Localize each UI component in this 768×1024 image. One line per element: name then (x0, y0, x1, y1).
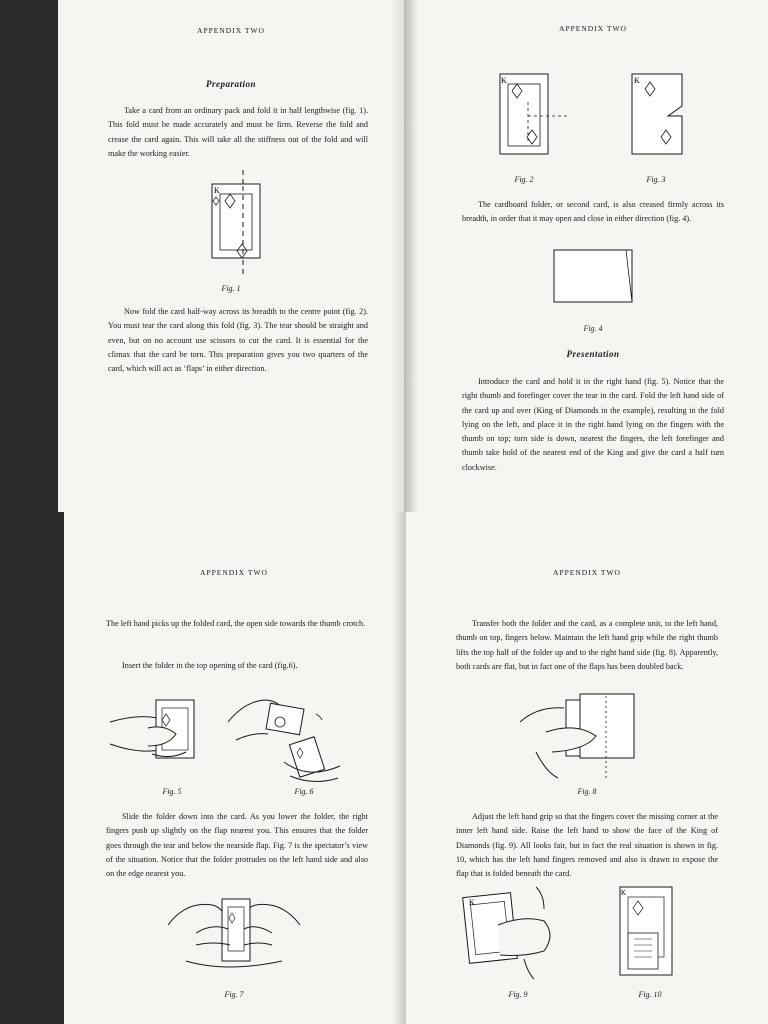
figure-8-caption: Fig. 8 (577, 787, 597, 796)
paragraph: Insert the folder in the top opening of the card (fig.6). (122, 661, 298, 670)
running-header: APPENDIX TWO (553, 568, 621, 577)
page-248 (58, 0, 404, 512)
figure-4-caption: Fig. 4 (583, 324, 603, 333)
figure-10-caption: Fig. 10 (638, 990, 662, 999)
page-249 (418, 0, 768, 512)
figure-5 (108, 694, 212, 774)
paragraph: Now fold the card half-way across its breadth to the centre point (fig. 2). You must tear the card along this fold (fig. 3). The tear should be straight and even, but on no account use scissors to cut the card. It is essential for the climax that the card be torn. This preparation gives you two quarters of the card, which will act as ‘flaps’ in either direction. (108, 307, 368, 374)
svg-text:K: K (501, 76, 507, 85)
figure-7 (166, 895, 302, 975)
figure-10 (618, 885, 678, 981)
figure-3 (630, 72, 690, 162)
figure-3-caption: Fig. 3 (646, 175, 666, 184)
figure-2 (498, 72, 578, 162)
figure-4 (552, 248, 638, 306)
figure-8 (516, 692, 640, 784)
figure-9-caption: Fig. 9 (508, 990, 528, 999)
page-250 (64, 512, 404, 1024)
paragraph: Adjust the left hand grip so that the fingers cover the missing corner at the inner left hand side. Raise the left hand to show the face of the King of Diamonds (fig. 9). All looks fair, but in fact the real situation is shown in fig. 10, which has the left hand fingers removed and also is drawn to expose the flap that is folded beneath the card. (456, 812, 718, 879)
section-heading-presentation: Presentation (566, 349, 620, 359)
figure-9 (464, 885, 564, 981)
svg-text:K: K (621, 889, 627, 897)
figure-7-caption: Fig. 7 (224, 990, 244, 999)
figure-2-caption: Fig. 2 (514, 175, 534, 184)
running-header: APPENDIX TWO (197, 26, 265, 35)
paragraph: The cardboard folder, or second card, is also creased firmly across its breadth, in order that it may open and close in either direction (fig. 4). (462, 200, 724, 224)
svg-text:K: K (214, 186, 220, 195)
paragraph: The left hand picks up the folded card, the open side towards the thumb crotch. (106, 619, 366, 628)
paragraph: Transfer both the folder and the card, as a complete unit, to the left hand, thumb on top, fingers below. Maintain the left hand grip while the right thumb lifts the top half of the folder up and to the right hand side (fig. 8). Apparently, both cards are flat, but in fact one of the flaps has been doubled back. (456, 619, 718, 671)
figure-1 (198, 168, 268, 278)
section-heading-preparation: Preparation (205, 79, 256, 89)
svg-text:K: K (634, 76, 640, 85)
gutter (404, 0, 418, 512)
running-header: APPENDIX TWO (200, 568, 268, 577)
page-251 (406, 512, 768, 1024)
gutter (392, 512, 406, 1024)
figure-1-caption: Fig. 1 (221, 284, 241, 293)
paragraph: Introduce the card and hold it in the right hand (fig. 5). Notice that the right thumb and forefinger cover the tear in the card. Fold the left hand side of the card up and over (King of Diamonds in the example), resulting in the fold lying on the left, and place it in the right hand lying on the fingers with the thumb on top; torn side is down, nearest the fingers, the left forefinger and thumb take hold of the nearest end of the King and give the card a half turn clockwise. (462, 377, 724, 472)
figure-6 (224, 692, 344, 788)
bottom-spread (0, 512, 768, 1024)
figure-6-caption: Fig. 6 (294, 787, 314, 796)
running-header: APPENDIX TWO (559, 24, 627, 33)
paragraph: Slide the folder down into the card. As you lower the folder, the right fingers push up slightly on the flap nearest you. This ensures that the folder goes through the tear and below the nearside flap. Fig. 7 is the spectator’s view of the situation. Notice that the folder protrudes on the left hand side and also on the edge nearest you. (106, 812, 368, 879)
figure-5-caption: Fig. 5 (162, 787, 182, 796)
svg-text:K: K (469, 898, 475, 907)
paragraph: Take a card from an ordinary pack and fold it in half lengthwise (fig. 1). This fold must be made accurately and must be firm. Reverse the fold and crease the card again. This will take all the stiffness out of the fold and will make the working easier. (108, 106, 368, 158)
